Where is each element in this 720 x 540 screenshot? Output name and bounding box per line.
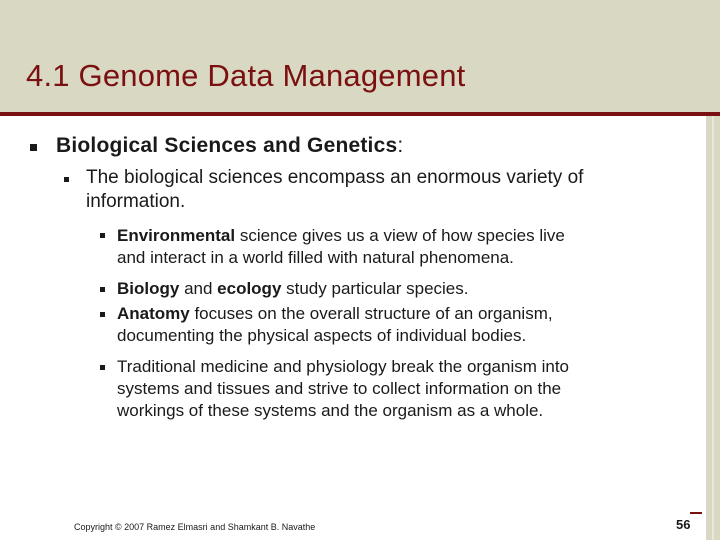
heading-suffix: : — [397, 134, 404, 157]
bullet-square-icon — [64, 177, 69, 182]
subpoint-environmental — [117, 225, 565, 269]
anat-line2: documenting the physical aspects of individual bodies. — [117, 326, 527, 345]
env-line2: and interact in a world filled with natural phenomena. — [117, 248, 514, 267]
bio-mid: and — [179, 279, 218, 298]
term-anatomy: Anatomy — [117, 304, 190, 323]
med-line3: workings of these systems and the organism as a whole. — [117, 401, 544, 420]
bullet-square-icon — [100, 233, 105, 238]
med-line2: systems and tissues and strive to collect information on the — [117, 379, 562, 398]
slide-title: 4.1 Genome Data Management — [26, 58, 466, 93]
bio-rest: study particular species. — [281, 279, 469, 298]
main-point-line2: information. — [86, 191, 186, 212]
main-point-line1: The biological sciences encompass an enormous variety of — [86, 167, 584, 188]
term-ecology: ecology — [217, 279, 282, 298]
side-band-stripe — [712, 116, 714, 540]
heading-bold-text: Biological Sciences and Genetics — [56, 134, 398, 157]
title-divider — [0, 112, 720, 116]
term-environmental: Environmental — [117, 226, 236, 245]
page-number: 56 — [676, 517, 691, 532]
side-band — [706, 116, 720, 540]
bullet-square-icon — [100, 365, 105, 370]
env-rest: science gives us a view of how species live — [235, 226, 565, 245]
bullet-square-icon — [30, 144, 37, 151]
subpoint-medicine — [117, 356, 569, 422]
page-number-rule — [690, 512, 702, 514]
subpoint-biology — [117, 278, 469, 300]
med-line1: Traditional medicine and physiology break the organism into — [117, 357, 570, 376]
heading-bullet — [56, 134, 403, 158]
copyright-footer: Copyright © 2007 Ramez Elmasri and Shamkant B. Navathe — [74, 522, 316, 532]
subpoint-anatomy — [117, 303, 553, 347]
anat-rest: focuses on the overall structure of an organism, — [189, 304, 553, 323]
bullet-square-icon — [100, 287, 105, 292]
term-biology: Biology — [117, 279, 180, 298]
title-band — [0, 0, 720, 112]
main-point — [86, 166, 583, 214]
bullet-square-icon — [100, 312, 105, 317]
